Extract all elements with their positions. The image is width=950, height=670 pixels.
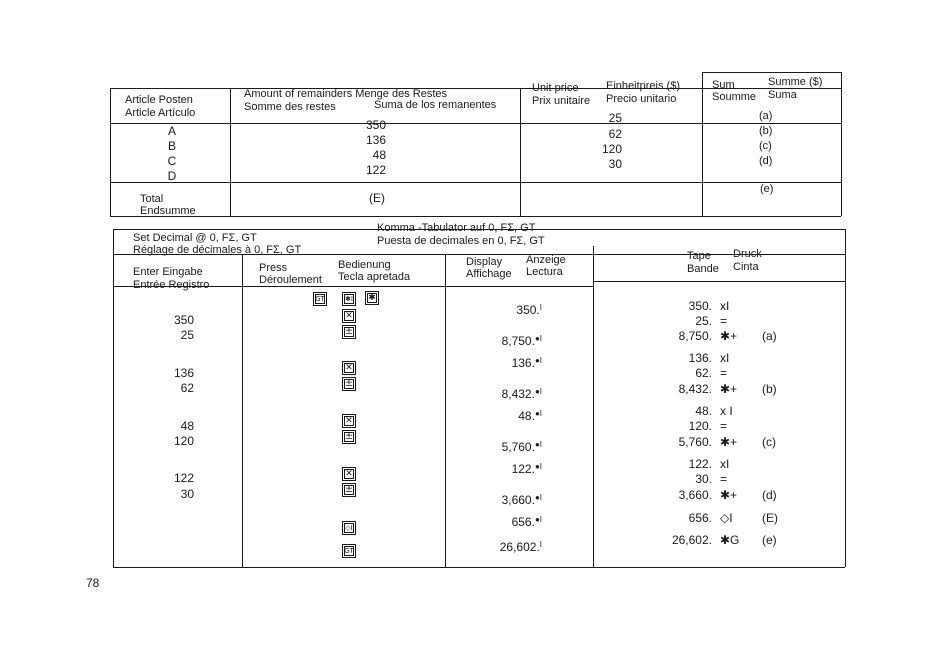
tape-number: 62. [695,366,712,380]
plus-minus-key-icon[interactable]: ± [342,325,356,339]
tape-number: 122. [688,457,712,471]
tape-number: 26,602. [671,533,712,547]
tape-symbol: = [720,366,728,380]
display-value: 136. [511,356,535,370]
display-mark: ●I [534,462,542,471]
diamond-i-key-icon[interactable]: ◇I [342,521,356,535]
table1-left-border [110,88,111,216]
row-b-price: 62 [608,127,622,141]
enter-value: 48 [180,419,194,433]
multiply-key-icon[interactable]: ✕ [342,361,356,375]
table1-col-divider-2 [520,88,521,216]
tape-symbol: ✱+ [720,329,738,343]
gt-key-icon[interactable]: GT [342,544,356,558]
multiply-key-icon[interactable]: ✕ [342,414,356,428]
row-b-article: B [167,139,176,153]
display-reading [470,335,542,348]
display-value: 8,432. [501,387,535,401]
enter-value: 136 [173,366,194,380]
tape-number: 25. [695,314,712,328]
header-enter-line2: Entrée Registro [133,279,210,291]
table1-col-divider-3 [702,72,703,216]
header-press-en: Press [259,262,288,274]
header-sum-fr: Soumme [712,91,757,103]
table2-left-border [113,229,114,567]
row-c-price: 120 [601,142,622,156]
header-tape-fr: Bande [687,263,719,275]
display-value: 48. [518,409,535,423]
display-mark: I [539,303,542,312]
tape-number: 5,760. [678,435,712,449]
header-amount-line2: Somme des restes [244,101,336,113]
table1-right-border [841,72,842,216]
tape-symbol: = [720,314,728,328]
display-mark: ●I [534,387,542,396]
table1-header-divider [110,123,841,124]
star-i-key-icon[interactable]: ✱I [342,292,356,306]
tape-number: 136. [688,351,712,365]
row-a-amount: 350 [365,118,386,132]
tape-number: 48. [695,404,712,418]
header-display-fr: Affichage [466,268,512,280]
tape-symbol: ✱+ [720,435,738,449]
tape-symbol: = [720,419,728,433]
display-reading [470,516,542,529]
tape-symbol: ✱G [720,533,740,547]
tape-ref: (b) [762,382,777,396]
table2-col-divider-3 [593,246,594,567]
multiply-key-icon[interactable]: ✕ [342,309,356,323]
row-a-article: A [167,124,176,138]
header-unit-price-fr: Prix unitaire [532,95,591,107]
tape-symbol: ◇I [720,511,733,525]
multiply-key-icon[interactable]: ✕ [342,467,356,481]
header-amount-line3: Suma de los remanentes [374,99,497,111]
tape-ref: (a) [762,329,777,343]
total-label-en: Total [140,193,164,205]
tape-number: 656. [688,511,712,525]
tape-symbol: ✱+ [720,488,738,502]
enter-value: 30 [180,487,194,501]
enter-value: 122 [173,471,194,485]
display-value: 350. [516,303,540,317]
display-mark: ●I [534,515,542,524]
table1-bottom-border [110,216,841,217]
header-tape-en: Tape [687,250,711,262]
header-display-de: Anzeige [526,254,566,266]
plus-minus-key-icon[interactable]: ± [342,377,356,391]
tape-ref: (c) [762,435,776,449]
table1-total-divider [110,182,841,183]
tape-ref: (e) [762,533,777,547]
header-unit-price-es: Precio unitario [606,93,677,105]
display-mark: ●I [534,356,542,365]
header-article-line2: Article Artículo [125,107,196,119]
display-mark: I [539,540,542,549]
plus-minus-key-icon[interactable]: ± [342,483,356,497]
header-display-es: Lectura [526,266,563,278]
setup-text-de: Komma -Tabulator auf 0, FΣ, GT [377,222,536,234]
enter-value: 62 [180,381,194,395]
tape-symbol: = [720,472,728,486]
display-reading [470,410,542,423]
display-value: 26,602. [499,540,540,554]
header-press-fr: Déroulement [259,274,322,286]
display-reading [470,463,542,476]
display-mark: ●I [534,493,542,502]
setup-text-en: Set Decimal @ 0, FΣ, GT [133,232,257,244]
tape-symbol: xI [720,457,730,471]
tape-number: 8,432. [678,382,712,396]
table1-col-divider-1 [230,88,231,216]
total-amount: (E) [369,191,385,205]
row-a-sum: (a) [759,110,773,122]
table2-bottom-border [113,567,845,568]
enter-value: 120 [173,434,194,448]
display-mark: ●I [534,334,542,343]
row-d-amount: 122 [365,163,386,177]
display-reading [470,304,542,317]
display-reading [470,441,542,454]
tape-ref: (d) [762,488,777,502]
header-tape-es: Cinta [733,261,759,273]
tape-number: 30. [695,472,712,486]
header-press-de: Bedienung [338,259,391,271]
tape-symbol: ✱+ [720,382,738,396]
display-reading [470,541,542,554]
row-d-price: 30 [608,157,622,171]
header-display-en: Display [466,256,503,268]
page-number: 78 [86,576,100,590]
display-value: 8,750. [501,334,535,348]
header-unit-price-en: Unit price [532,82,579,94]
header-tape-de: Druck [733,248,762,260]
star-key-icon[interactable]: ✱ [365,291,379,305]
header-article-line1: Article Posten [125,94,193,106]
row-d-sum: (d) [759,155,773,167]
display-reading [470,357,542,370]
row-c-sum: (c) [759,140,772,152]
display-mark: ●I [534,440,542,449]
total-sum: (e) [760,183,774,195]
tape-number: 8,750. [678,329,712,343]
display-value: 3,660. [501,493,535,507]
tape-number: 120. [688,419,712,433]
header-enter-line1: Enter Eingabe [133,266,203,278]
header-sum-es: Suma [768,89,797,101]
display-reading [470,494,542,507]
table2-col-divider-1 [242,254,243,567]
tape-symbol: x I [720,404,733,418]
plus-minus-key-icon[interactable]: ± [342,430,356,444]
tape-number: 350. [688,299,712,313]
header-unit-price-de: Einheitpreis ($) [606,80,680,92]
display-mark: ●I [534,409,542,418]
header-press-es: Tecla apretada [338,271,411,283]
tape-symbol: xI [720,351,730,365]
enter-value: 350 [173,313,194,327]
table2-header-divider-tape [593,281,845,282]
table2-right-border [845,229,846,567]
row-c-amount: 48 [372,148,386,162]
display-value: 122. [511,462,535,476]
header-amount-line1: Amount of remainders Menge des Restes [244,88,447,100]
display-value: 656. [511,515,535,529]
setup-text-es: Puesta de decimales en 0, FΣ, GT [377,235,545,247]
tape-number: 3,660. [678,488,712,502]
row-a-price: 25 [608,111,622,125]
row-c-article: C [167,154,177,168]
row-b-sum: (b) [759,125,773,137]
tape-symbol: xI [720,299,730,313]
enter-value: 25 [180,328,194,342]
row-d-article: D [167,169,177,183]
display-reading [470,388,542,401]
display-value: 5,760. [501,440,535,454]
total-label-de: Endsumme [140,205,196,217]
row-b-amount: 136 [365,133,386,147]
header-sum-en: Sum [712,79,735,91]
tape-ref: (E) [762,511,778,525]
gt-key-icon[interactable]: GT [313,292,327,306]
setup-text-fr: Réglage de décimales à 0, FΣ, GT [133,244,302,256]
table1-sum-top-border [702,72,841,73]
header-sum-de: Summe ($) [768,76,823,88]
table2-col-divider-2 [445,254,446,567]
